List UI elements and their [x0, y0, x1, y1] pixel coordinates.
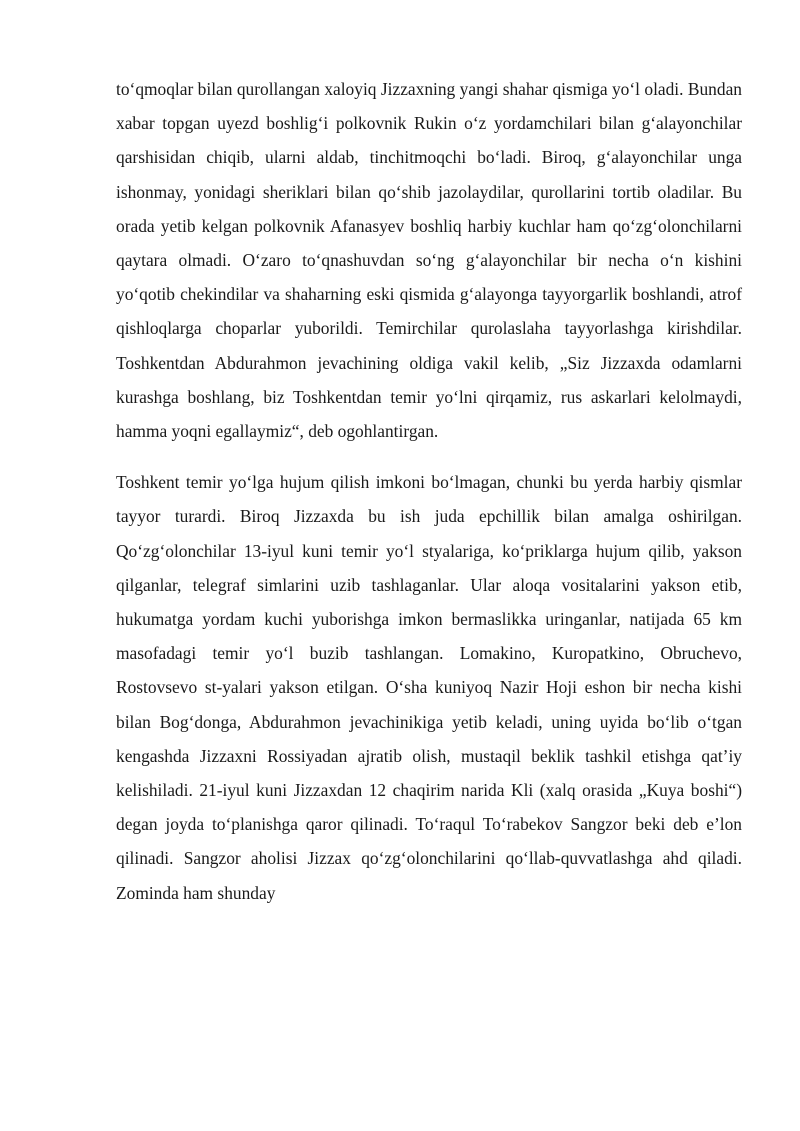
paragraph-2: Toshkent temir yo‘lga hujum qilish imkoni bo‘lmagan, chunki bu yerda harbiy qismlar tayyor turardi. Biroq Jizzaxda bu ish juda epchillik bilan amalga oshirilgan. Qo‘zg‘olonchilar 13-iyul kuni temir yo‘l styalariga, ko‘priklarga hujum qilib, yakson qilganlar, telegraf simlarini uzib tashlaganlar. Ular aloqa vositalarini yakson etib, hukumatga yordam kuchi yuborishga imkon bermaslikka uringanlar, natijada 65 km masofadagi temir yo‘l buzib tashlangan. Lomakino, Kuropatkino, Obruchevo, Rostovsevo st-yalari yakson etilgan. O‘sha kuniyoq Nazir Hoji eshon bir necha kishi bilan Bog‘donga, Abdurahmon jevachinikiga yetib keladi, uning uyida bo‘lib o‘tgan kengashda Jizzaxni Rossiyadan ajratib olish, mustaqil beklik tashkil etishga qat’iy kelishiladi. 21-iyul kuni Jizzaxdan 12 chaqirim narida Kli (xalq orasida „Kuya boshi“) degan joyda to‘planishga qaror qilinadi. To‘raqul To‘rabekov Sangzor beki deb e’lon qilinadi. Sangzor aholisi Jizzax qo‘zg‘olonchilarini qo‘llab-quvvatlashga ahd qiladi. Zominda ham shunday [116, 472, 742, 903]
paragraph-1: to‘qmoqlar bilan qurollangan xaloyiq Jizzaxning yangi shahar qismiga yo‘l oladi. Bundan xabar topgan uyezd boshlig‘i polkovnik Rukin o‘z yordamchilari bilan g‘alayonchilar qarshisidan chiqib, ularni aldab, tinchitmoqchi bo‘ladi. Biroq, g‘alayonchilar unga ishonmay, yonidagi sheriklari bilan qo‘shib jazolaydilar, qurollarini tortib oladilar. Bu orada yetib kelgan polkovnik Afanasyev boshliq harbiy kuchlar ham qo‘zg‘olonchilarni qaytara olmadi. O‘zaro to‘qnashuvdan so‘ng g‘alayonchilar bir necha o‘n kishini yo‘qotib chekindilar va shaharning eski qismida g‘alayonga tayyorgarlik boshlandi, atrof qishloqlarga choparlar yuborildi. Temirchilar qurolaslaha tayyorlashga kirishdilar. Toshkentdan Abdurahmon jevachining oldiga vakil kelib, „Siz Jizzaxda odamlarni kurashga boshlang, biz Toshkentdan temir yo‘lni qirqamiz, rus askarlari kelolmaydi, hamma yoqni egallaymiz“, deb ogohlantirgan. [116, 79, 742, 442]
document-page [116, 72, 742, 910]
